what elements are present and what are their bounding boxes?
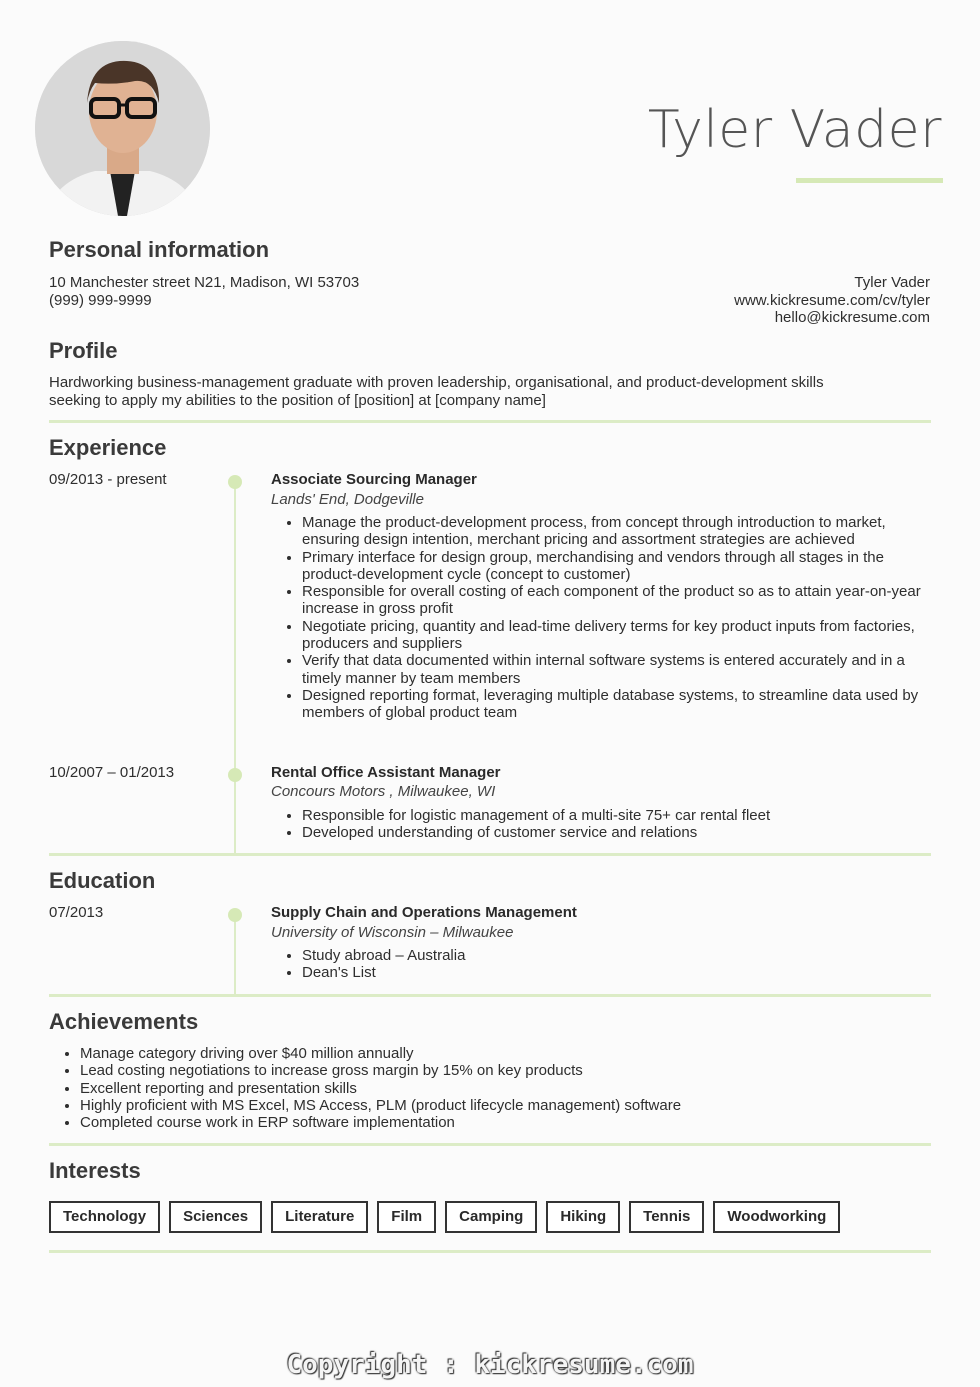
list-item: • Dean's List [302, 964, 932, 981]
section-title-profile: Profile [49, 338, 118, 363]
avatar [35, 41, 210, 216]
job-title: Associate Sourcing Manager [271, 471, 477, 488]
job-title: Rental Office Assistant Manager [271, 764, 501, 781]
interest-tag: Woodworking [713, 1201, 840, 1233]
interest-tag: Film [377, 1201, 436, 1233]
list-item: • Responsible for overall costing of each component of the product so as to attain year-on-year increase in gross profit [302, 583, 932, 618]
section-title-experience: Experience [49, 435, 167, 460]
email-link[interactable]: hello@kickresume.com [774, 309, 930, 326]
interest-tag: Tennis [629, 1201, 704, 1233]
watermark: Copyright : kickresume.com [286, 1350, 694, 1380]
website-link[interactable]: www.kickresume.com/cv/tyler [734, 291, 930, 309]
divider [49, 1250, 931, 1253]
achievements-list [49, 1045, 940, 1131]
list-item: • Negotiate pricing, quantity and lead-time delivery terms for key product inputs from factories, producers and suppliers [302, 618, 932, 653]
job-company: Concours Motors , Milwaukee, WI [271, 783, 496, 800]
list-item: • Developed understanding of customer service and relations [302, 824, 932, 841]
timeline-dot [228, 908, 242, 922]
interest-tag: Sciences [169, 1201, 262, 1233]
timeline-line [234, 912, 236, 994]
interest-tag: Hiking [546, 1201, 620, 1233]
job-date: 09/2013 - present [49, 471, 167, 488]
list-item: • Designed reporting format, leveraging multiple database systems, to streamline data used by members of global product team [302, 687, 932, 722]
timeline-dot [228, 768, 242, 782]
divider [49, 994, 931, 997]
edu-school: University of Wisconsin – Milwaukee [271, 924, 514, 941]
list-item: • Study abroad – Australia [302, 947, 932, 964]
edu-bullets [271, 947, 932, 982]
divider [49, 1143, 931, 1146]
section-title-personal: Personal information [49, 237, 270, 262]
candidate-name: Tyler Vader [647, 100, 942, 160]
edu-degree: Supply Chain and Operations Management [271, 904, 577, 921]
job-date: 10/2007 – 01/2013 [49, 764, 175, 781]
divider [49, 420, 931, 423]
interest-tag: Camping [445, 1201, 537, 1233]
list-item: • Manage category driving over $40 million annually [80, 1045, 940, 1062]
section-title-education: Education [49, 868, 156, 893]
list-item: • Manage the product-development process, from concept through introduction to market, ensuring design intention, merchant pricing and assortment strategies are achieved [302, 514, 932, 549]
timeline-dot [228, 475, 242, 489]
profile-text: Hardworking business-management graduate with proven leadership, organisational, and product-development skills seeking to apply my abilities to the position of [position] at [company name] [49, 374, 824, 409]
job-bullets [271, 807, 932, 842]
name-underline [796, 178, 943, 183]
contact-name: Tyler Vader [854, 274, 930, 291]
timeline-line [234, 480, 236, 854]
list-item: • Lead costing negotiations to increase gross margin by 15% on key products [80, 1062, 940, 1079]
list-item: • Responsible for logistic management of a multi-site 75+ car rental fleet [302, 807, 932, 824]
interest-tag: Literature [271, 1201, 368, 1233]
edu-date: 07/2013 [49, 904, 104, 921]
section-title-achievements: Achievements [49, 1009, 199, 1034]
job-company: Lands' End, Dodgeville [271, 491, 424, 508]
list-item: • Highly proficient with MS Excel, MS Access, PLM (product lifecycle management) software [80, 1097, 940, 1114]
address: 10 Manchester street N21, Madison, WI 53703 [49, 274, 360, 291]
job-bullets [271, 514, 932, 722]
list-item: • Completed course work in ERP software implementation [80, 1114, 940, 1131]
list-item: • Excellent reporting and presentation skills [80, 1080, 940, 1097]
divider [49, 853, 931, 856]
list-item: • Primary interface for design group, merchandising and vendors through all stages in the product-development cycle (concept to customer) [302, 549, 932, 584]
list-item: • Verify that data documented within internal software systems is entered accurately and in a timely manner by team members [302, 652, 932, 687]
interest-tag: Technology [49, 1201, 160, 1233]
personal-right [734, 274, 930, 327]
interest-tags [49, 1201, 840, 1233]
phone: (999) 999-9999 [49, 291, 152, 309]
section-title-interests: Interests [49, 1158, 141, 1183]
personal-left [49, 274, 359, 309]
